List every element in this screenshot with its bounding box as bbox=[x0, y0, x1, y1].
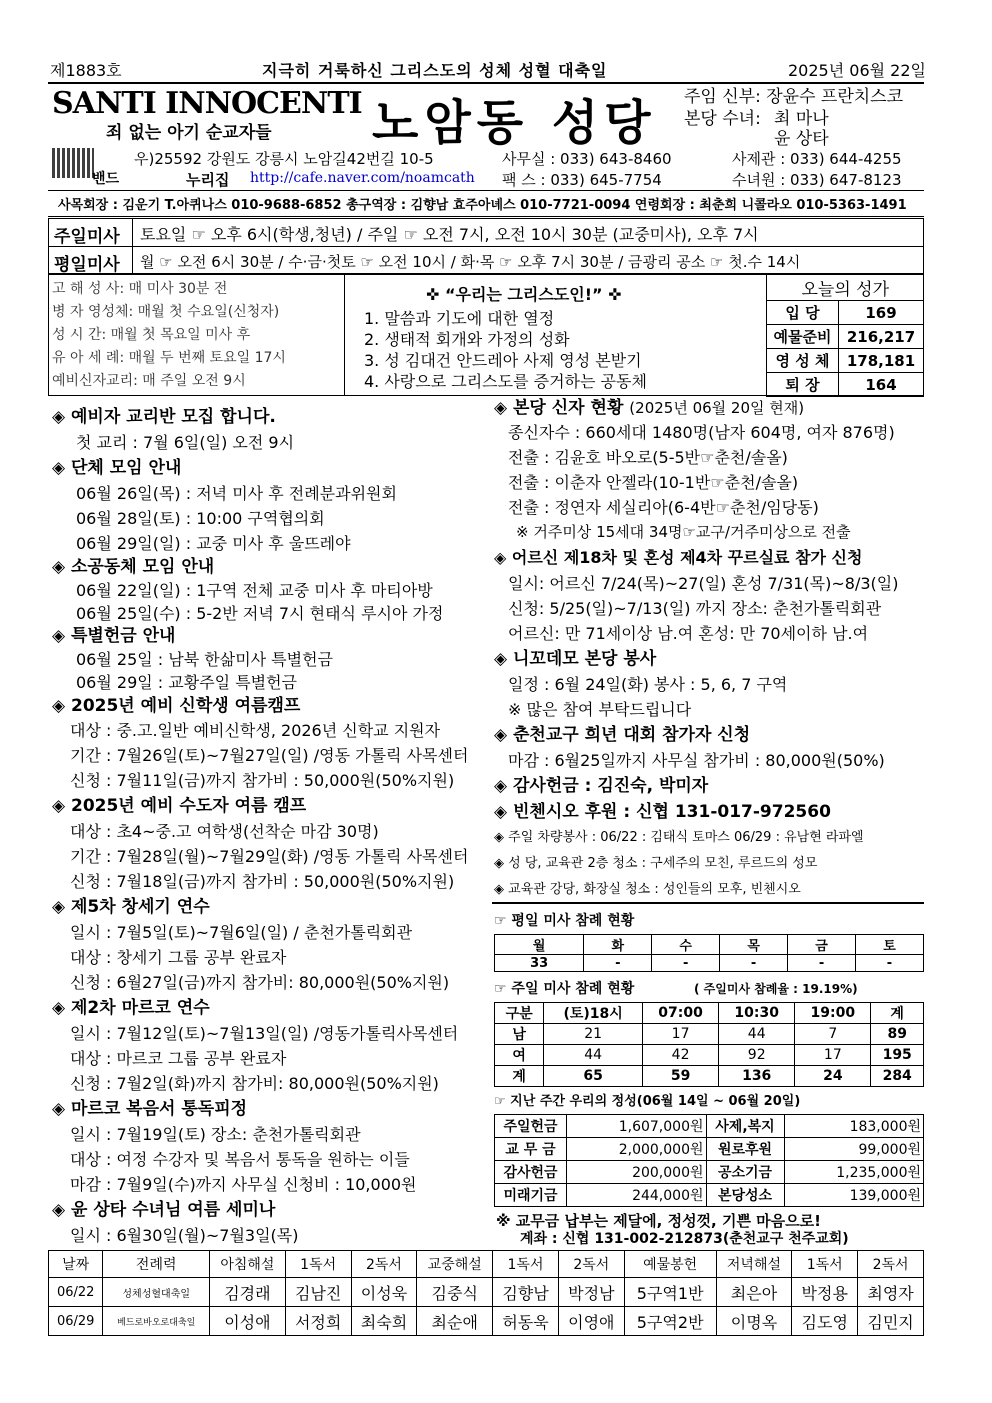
readers-cell: 서정희 bbox=[285, 1307, 351, 1336]
notice-line: 기간 : 7월28일(월)~7월29일(화) /영동 가톨릭 사목센터 bbox=[70, 847, 469, 866]
sunday-header: 10:30 bbox=[719, 1003, 795, 1024]
finance-table bbox=[494, 1114, 924, 1207]
motto-title: ✜ “우리는 그리스도인!” ✜ bbox=[426, 285, 622, 304]
notice-line: 신청 : 7월11일(금)까지 참가비 : 50,000원(50%지원) bbox=[70, 771, 455, 790]
readers-cell: 김민지 bbox=[858, 1307, 924, 1336]
sunday-header: (토)18시 bbox=[544, 1003, 643, 1024]
weekday-count: 33 bbox=[495, 955, 584, 972]
status-line: ※ 거주미상 15세대 34명☞교구/거주미상으로 전출 bbox=[516, 523, 851, 541]
sunday-cell: 21 bbox=[544, 1024, 643, 1045]
readers-header: 1독서 bbox=[285, 1251, 351, 1278]
office-fax: 팩 스 : 033) 645-7754 bbox=[502, 171, 662, 189]
parish-status-heading: ◈ 본당 신자 현황 bbox=[494, 398, 624, 418]
sunday-attendance-title: ☞ 주일 미사 참례 현황 bbox=[494, 981, 635, 997]
band-label: 밴드 bbox=[92, 171, 120, 187]
pastor: 주임 신부: 장윤수 프란치스코 bbox=[684, 87, 904, 107]
readers-header: 아침해설 bbox=[210, 1251, 286, 1278]
finance-title: ☞ 지난 주간 우리의 정성(06월 14일 ~ 06월 20일) bbox=[494, 1094, 801, 1109]
vincent-support: ◈ 빈첸시오 후원 : 신협 131-017-972560 bbox=[494, 802, 831, 822]
issue-number: 제1883호 bbox=[50, 61, 122, 80]
notice-line: 첫 교리 : 7월 6일(일) 오전 9시 bbox=[76, 433, 295, 452]
weekday-mass-times: 월 ☞ 오전 6시 30분 / 수·금·첫토 ☞ 오전 10시 / 화·목 ☞ 오후 7시 30분 / 금광리 공소 ☞ 첫.수 14시 bbox=[140, 253, 801, 271]
finance-amount: 1,607,000원 bbox=[567, 1115, 707, 1138]
sunday-attendance-table bbox=[494, 1002, 924, 1087]
readers-date: 06/29 bbox=[49, 1307, 103, 1336]
sunday-cell: 17 bbox=[795, 1045, 871, 1066]
sunday-attendance-rate: ( 주일미사 참례율 : 19.19%) bbox=[694, 982, 858, 996]
sister-2: 윤 상타 bbox=[774, 129, 829, 149]
nicodemo-line: 일정 : 6월 24일(화) 봉사 : 5, 6, 7 구역 bbox=[508, 675, 788, 694]
sunday-row-label: 여 bbox=[495, 1045, 544, 1066]
hymn-number: 178,181 bbox=[839, 349, 924, 373]
notice-heading: ◈ 제5차 창세기 연수 bbox=[52, 897, 210, 917]
readers-cell: 박정남 bbox=[558, 1278, 624, 1307]
sunday-cell: 65 bbox=[544, 1066, 643, 1087]
hymn-label: 예물준비 bbox=[767, 325, 839, 349]
notice-heading: ◈ 제2차 마르코 연수 bbox=[52, 998, 210, 1018]
sunday-mass-label: 주일미사 bbox=[54, 227, 120, 247]
notice-line: 06월 29일 : 교황주일 특별헌금 bbox=[76, 673, 298, 692]
notice-line: 06월 25일(수) : 5-2반 저녁 7시 현태식 루시아 가정 bbox=[76, 604, 444, 623]
sunday-cell: 89 bbox=[871, 1024, 924, 1045]
sacrament-item: 예비신자교리: 매 주일 오전 9시 bbox=[52, 373, 246, 389]
notice-heading: ◈ 2025년 예비 신학생 여름캠프 bbox=[52, 696, 301, 716]
weekday-attendance-table bbox=[494, 934, 924, 972]
motto-item: 2. 생태적 회개와 가정의 성화 bbox=[364, 330, 570, 349]
finance-amount: 244,000원 bbox=[567, 1184, 707, 1207]
weekday-count: - bbox=[720, 955, 788, 972]
nicodemo-heading: ◈ 니꼬데모 본당 봉사 bbox=[494, 649, 657, 669]
hymns-title: 오늘의 성가 bbox=[767, 275, 924, 301]
sunday-cell: 17 bbox=[643, 1024, 719, 1045]
cleaning-1: ◈ 성 당, 교육관 2층 청소 : 구세주의 모친, 루르드의 성모 bbox=[494, 856, 818, 871]
hymns-table bbox=[766, 275, 924, 397]
notice-heading: ◈ 특별헌금 안내 bbox=[52, 626, 176, 646]
convent-tel: 수녀원 : 033) 647-8123 bbox=[732, 171, 902, 189]
sunday-cell: 59 bbox=[643, 1066, 719, 1087]
hymn-label: 영 성 체 bbox=[767, 349, 839, 373]
readers-cell: 김도영 bbox=[792, 1307, 858, 1336]
readers-cell: 최영자 bbox=[858, 1278, 924, 1307]
cafe-link[interactable]: http://cafe.naver.com/noamcath bbox=[250, 170, 475, 186]
finance-amount: 99,000원 bbox=[784, 1138, 924, 1161]
notice-heading: ◈ 예비자 교리반 모집 합니다. bbox=[52, 407, 276, 427]
readers-cell: 이성애 bbox=[210, 1307, 286, 1336]
sunday-row-label: 계 bbox=[495, 1066, 544, 1087]
readers-cell: 최은아 bbox=[716, 1278, 792, 1307]
status-line: 전출 : 김윤호 바오로(5-5반☞춘천/솔올) bbox=[508, 448, 788, 467]
weekday-count: - bbox=[584, 955, 652, 972]
sunday-header: 07:00 bbox=[643, 1003, 719, 1024]
sunday-cell: 7 bbox=[795, 1024, 871, 1045]
notice-line: 일시 : 7월5일(토)~7월6일(일) / 춘천가톨릭회관 bbox=[70, 923, 413, 942]
notice-heading: ◈ 2025년 예비 수도자 여름 캠프 bbox=[52, 796, 307, 816]
readers-cell: 이영애 bbox=[558, 1307, 624, 1336]
weekday-count: - bbox=[788, 955, 856, 972]
finance-label: 감사헌금 bbox=[495, 1161, 567, 1184]
readers-header: 예물봉헌 bbox=[624, 1251, 716, 1278]
sunday-cell: 92 bbox=[719, 1045, 795, 1066]
notice-line: 일시 : 7월12일(토)~7월13일(일) /영동가톨릭사목센터 bbox=[70, 1024, 459, 1043]
sacrament-item: 유 아 세 례: 매월 두 번째 토요일 17시 bbox=[52, 350, 286, 366]
sunday-mass-times: 토요일 ☞ 오후 6시(학생,청년) / 주일 ☞ 오전 7시, 오전 10시 30분 (교중미사), 오후 7시 bbox=[140, 225, 759, 244]
readers-cell: 5구역1반 bbox=[624, 1278, 716, 1307]
readers-cell: 김향남 bbox=[493, 1278, 559, 1307]
readers-cell: 이성욱 bbox=[351, 1278, 417, 1307]
left-announcements bbox=[52, 404, 492, 1248]
right-announcements bbox=[494, 396, 924, 903]
motto-item: 3. 성 김대건 안드레아 사제 영성 본받기 bbox=[364, 351, 642, 370]
logo-latin: SANTI INNOCENTI bbox=[52, 86, 362, 121]
finance-label: 교 무 금 bbox=[495, 1138, 567, 1161]
notice-line: 06월 26일(목) : 저녁 미사 후 전례분과위원회 bbox=[76, 484, 397, 503]
cursillo-heading: ◈ 어르신 제18차 및 혼성 제4차 꾸르실료 참가 신청 bbox=[494, 548, 863, 567]
readers-feast: 베드로바오로대축일 bbox=[103, 1307, 210, 1336]
jubilee-heading: ◈ 춘천교구 희년 대회 참가자 신청 bbox=[494, 725, 751, 745]
readers-header: 교중해설 bbox=[417, 1251, 493, 1278]
hymn-number: 216,217 bbox=[839, 325, 924, 349]
sacraments-list bbox=[52, 278, 286, 393]
sunday-cell: 195 bbox=[871, 1045, 924, 1066]
notice-line: 마감 : 7월9일(수)까지 사무실 신청비 : 10,000원 bbox=[70, 1175, 417, 1194]
sunday-cell: 42 bbox=[643, 1045, 719, 1066]
finance-label: 사제,복지 bbox=[706, 1115, 784, 1138]
weekday-header: 목 bbox=[720, 935, 788, 955]
notice-line: 대상 : 초4~중.고 여학생(선착순 마감 30명) bbox=[70, 822, 379, 841]
sisters-label: 본당 수녀: bbox=[684, 109, 761, 129]
finance-label: 원로후원 bbox=[706, 1138, 784, 1161]
hymn-number: 169 bbox=[839, 301, 924, 325]
readers-header: 1독서 bbox=[493, 1251, 559, 1278]
weekday-attendance-title: ☞ 평일 미사 참례 현황 bbox=[494, 913, 635, 929]
readers-header: 2독서 bbox=[858, 1251, 924, 1278]
weekday-header: 토 bbox=[856, 935, 924, 955]
status-line: 전출 : 이춘자 안젤라(10-1반☞춘천/솔올) bbox=[508, 473, 799, 492]
finance-label: 미래기금 bbox=[495, 1184, 567, 1207]
weekday-mass-label: 평일미사 bbox=[54, 255, 120, 275]
status-line: 종신자수 : 660세대 1480명(남자 604명, 여자 876명) bbox=[508, 423, 895, 442]
rectory-tel: 사제관 : 033) 644-4255 bbox=[732, 150, 902, 168]
dues-account: 계좌 : 신협 131-002-212873(춘천교구 천주교회) bbox=[520, 1231, 849, 1247]
sacrament-item: 병 자 영성체: 매월 첫 수요일(신청자) bbox=[52, 304, 280, 320]
notice-line: 대상 : 마르코 그룹 공부 완료자 bbox=[70, 1049, 287, 1068]
readers-cell: 최숙희 bbox=[351, 1307, 417, 1336]
readers-header: 2독서 bbox=[351, 1251, 417, 1278]
sunday-header: 구분 bbox=[495, 1003, 544, 1024]
dues-notice: ※ 교무금 납부는 제달에, 정성껏, 기쁜 마음으로! bbox=[496, 1212, 821, 1230]
jubilee-line: 마감 : 6월25일까지 사무실 참가비 : 80,000원(50%) bbox=[508, 751, 885, 770]
notice-line: 06월 22일(일) : 1구역 전체 교중 미사 후 마티아방 bbox=[76, 581, 433, 600]
finance-amount: 139,000원 bbox=[784, 1184, 924, 1207]
notice-line: 대상 : 창세기 그룹 공부 완료자 bbox=[70, 948, 287, 967]
sister-1: 최 마나 bbox=[774, 109, 829, 129]
qr-code-icon bbox=[52, 148, 94, 178]
sunday-cell: 136 bbox=[719, 1066, 795, 1087]
sacrament-item: 성 시 간: 매월 첫 목요일 미사 후 bbox=[52, 327, 251, 343]
readers-header: 날짜 bbox=[49, 1251, 103, 1278]
finance-amount: 2,000,000원 bbox=[567, 1138, 707, 1161]
readers-header: 저녁해설 bbox=[716, 1251, 792, 1278]
sacrament-item: 고 해 성 사: 매 미사 30분 전 bbox=[52, 281, 228, 297]
readers-cell: 김중식 bbox=[417, 1278, 493, 1307]
hymn-label: 퇴 장 bbox=[767, 373, 839, 397]
parish-name: 노암동 성당 bbox=[372, 95, 657, 151]
finance-label: 주일헌금 bbox=[495, 1115, 567, 1138]
motto-item: 1. 말씀과 기도에 대한 열정 bbox=[364, 309, 555, 328]
notice-heading: ◈ 마르코 복음서 통독피정 bbox=[52, 1099, 248, 1119]
sunday-header: 계 bbox=[871, 1003, 924, 1024]
hymn-label: 입 당 bbox=[767, 301, 839, 325]
notice-line: 대상 : 중.고.일반 예비신학생, 2026년 신학교 지원자 bbox=[70, 721, 441, 740]
weekday-header: 수 bbox=[652, 935, 720, 955]
sunday-cell: 24 bbox=[795, 1066, 871, 1087]
finance-amount: 1,235,000원 bbox=[784, 1161, 924, 1184]
readers-header: 1독서 bbox=[792, 1251, 858, 1278]
weekday-count: - bbox=[856, 955, 924, 972]
readers-date: 06/22 bbox=[49, 1278, 103, 1307]
notice-line: 06월 29일(일) : 교중 미사 후 울뜨레야 bbox=[76, 534, 351, 553]
parish-status-date: (2025년 06월 20일 현재) bbox=[629, 399, 805, 417]
bulletin-date: 2025년 06월 22일 bbox=[788, 61, 926, 80]
weekday-count: - bbox=[652, 955, 720, 972]
sunday-cell: 44 bbox=[544, 1045, 643, 1066]
notice-line: 06월 25일 : 남북 한삶미사 특별헌금 bbox=[76, 650, 334, 669]
readers-cell: 김남진 bbox=[285, 1278, 351, 1307]
occasion-title: 지극히 거룩하신 그리스도의 성체 성혈 대축일 bbox=[262, 61, 608, 80]
readers-header: 2독서 bbox=[558, 1251, 624, 1278]
logo-korean: 죄 없는 아기 순교자들 bbox=[106, 123, 272, 143]
finance-amount: 183,000원 bbox=[784, 1115, 924, 1138]
notice-line: 06월 28일(토) : 10:00 구역협의회 bbox=[76, 509, 325, 528]
readers-table bbox=[48, 1250, 924, 1336]
readers-cell: 박정용 bbox=[792, 1278, 858, 1307]
finance-label: 본당성소 bbox=[706, 1184, 784, 1207]
status-line: 전출 : 정연자 세실리아(6-4반☞춘천/임당동) bbox=[508, 498, 819, 517]
cafe-label: 누리집 bbox=[186, 171, 230, 189]
nicodemo-line: ※ 많은 참여 부탁드립니다 bbox=[508, 700, 692, 719]
cursillo-line: 신청: 5/25(일)~7/13(일) 까지 장소: 춘천가톨릭회관 bbox=[508, 599, 882, 618]
notice-line: 신청 : 6월27일(금)까지 참가비: 80,000원(50%지원) bbox=[70, 973, 450, 992]
cleaning-2: ◈ 교육관 강당, 화장실 청소 : 성인들의 모후, 빈첸시오 bbox=[494, 882, 801, 897]
office-tel: 사무실 : 033) 643-8460 bbox=[502, 150, 672, 168]
leaders-line: 사목회장 : 김운기 T.아퀴나스 010-9688-6852 총구역장 : 김향남 효주아녜스 010-7721-0094 연령회장 : 최춘희 니콜라오 010-5363-1491 bbox=[58, 198, 907, 213]
notice-heading: ◈ 윤 상타 수녀님 여름 세미나 bbox=[52, 1200, 276, 1220]
finance-label: 공소기금 bbox=[706, 1161, 784, 1184]
sunday-cell: 284 bbox=[871, 1066, 924, 1087]
thanks-offering: ◈ 감사헌금 : 김진숙, 박미자 bbox=[494, 776, 709, 796]
notice-line: 대상 : 여정 수강자 및 복음서 통독을 원하는 이들 bbox=[70, 1150, 410, 1169]
notice-line: 신청 : 7월18일(금)까지 참가비 : 50,000원(50%지원) bbox=[70, 872, 455, 891]
motto-item: 4. 사랑으로 그리스도를 증거하는 공동체 bbox=[364, 372, 647, 391]
readers-cell: 이명옥 bbox=[716, 1307, 792, 1336]
car-service: ◈ 주일 차량봉사 : 06/22 : 김태식 토마스 06/29 : 유남현 라파엘 bbox=[494, 830, 864, 845]
address: 우)25592 강원도 강릉시 노암길42번길 10-5 bbox=[134, 150, 434, 168]
readers-header: 전례력 bbox=[103, 1251, 210, 1278]
readers-cell: 허동욱 bbox=[493, 1307, 559, 1336]
readers-cell: 5구역2반 bbox=[624, 1307, 716, 1336]
hymn-number: 164 bbox=[839, 373, 924, 397]
weekday-header: 금 bbox=[788, 935, 856, 955]
sunday-cell: 44 bbox=[719, 1024, 795, 1045]
sunday-row-label: 남 bbox=[495, 1024, 544, 1045]
weekday-header: 화 bbox=[584, 935, 652, 955]
notice-heading: ◈ 단체 모임 안내 bbox=[52, 458, 182, 478]
notice-heading: ◈ 소공동체 모임 안내 bbox=[52, 557, 215, 577]
readers-cell: 최순애 bbox=[417, 1307, 493, 1336]
readers-feast: 성체성혈대축일 bbox=[103, 1278, 210, 1307]
cursillo-line: 일시: 어르신 7/24(목)~27(일) 혼성 7/31(목)~8/3(일) bbox=[508, 574, 899, 593]
finance-amount: 200,000원 bbox=[567, 1161, 707, 1184]
cursillo-line: 어르신: 만 71세이상 남.여 혼성: 만 70세이하 남.여 bbox=[508, 624, 869, 643]
motto-list bbox=[364, 308, 647, 392]
sunday-header: 19:00 bbox=[795, 1003, 871, 1024]
notice-line: 기간 : 7월26일(토)~7월27일(일) /영동 가톨릭 사목센터 bbox=[70, 746, 469, 765]
readers-cell: 김경래 bbox=[210, 1278, 286, 1307]
notice-line: 일시 : 7월19일(토) 장소: 춘천가톨릭회관 bbox=[70, 1125, 361, 1144]
weekday-header: 월 bbox=[495, 935, 584, 955]
notice-line: 일시 : 6월30일(월)~7월3일(목) bbox=[70, 1226, 299, 1245]
notice-line: 신청 : 7월2일(화)까지 참가비: 80,000원(50%지원) bbox=[70, 1074, 439, 1093]
